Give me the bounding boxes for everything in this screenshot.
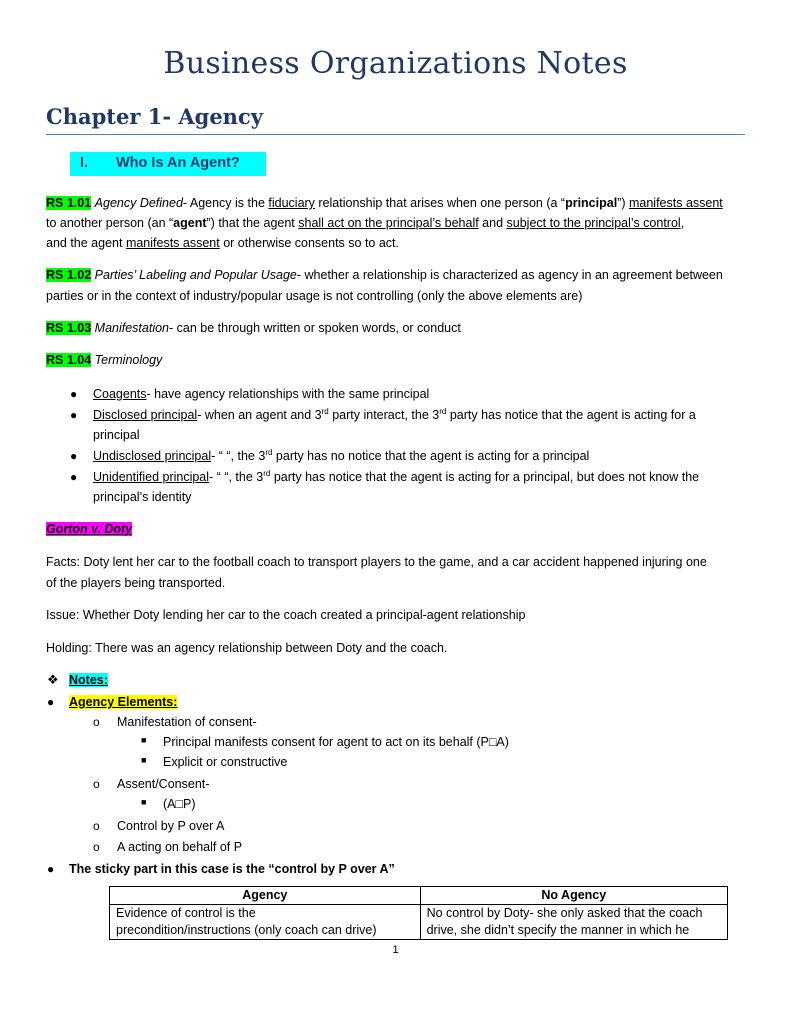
circle-bullet-icon: o bbox=[93, 840, 100, 854]
table-header-agency: Agency bbox=[110, 887, 421, 905]
rs102-tag: RS 1.02 bbox=[46, 268, 92, 282]
bullet-icon: ● bbox=[70, 449, 78, 463]
term-text: party interact, the 3 bbox=[328, 408, 440, 422]
rs101-text: and bbox=[478, 216, 507, 230]
table-cell-line: precondition/instructions (only coach can drive) bbox=[116, 923, 377, 937]
document-title: Business Organizations Notes bbox=[163, 46, 628, 81]
agency-elements-label: Agency Elements: bbox=[69, 695, 178, 709]
rs103-tag: RS 1.03 bbox=[46, 321, 92, 335]
circle-bullet-icon: o bbox=[93, 777, 100, 791]
square-bullet-icon: ■ bbox=[141, 735, 147, 745]
rs102-line2: parties or in the context of industry/popular usage is not controlling (only the above elements are) bbox=[46, 289, 583, 303]
notes-label: Notes: bbox=[69, 673, 108, 687]
term-unidentified bbox=[93, 469, 699, 486]
superscript: rd bbox=[263, 468, 271, 478]
note-assent: Assent/Consent- bbox=[117, 777, 210, 791]
bullet-icon: ● bbox=[70, 408, 78, 422]
diamond-bullet-icon: ❖ bbox=[47, 672, 59, 687]
rs101-tag: RS 1.01 bbox=[46, 196, 92, 210]
rs101-line2 bbox=[46, 215, 684, 232]
rs101-text: - Agency is the bbox=[182, 196, 269, 210]
table-cell-line: Evidence of control is the bbox=[116, 906, 256, 920]
rs102-text: - whether a relationship is characterized as agency in an agreement between bbox=[296, 268, 723, 282]
term-disclosed bbox=[93, 407, 696, 424]
rs102-name: Parties’ Labeling and Popular Usage bbox=[94, 268, 297, 282]
superscript: rd bbox=[321, 406, 329, 416]
rs102-line1 bbox=[46, 267, 723, 284]
rs101-text: , bbox=[680, 216, 685, 230]
rs101-line3 bbox=[46, 235, 399, 252]
rs104-name: Terminology bbox=[94, 353, 163, 367]
term-label: Undisclosed principal bbox=[93, 449, 212, 463]
term-disclosed-line2: principal bbox=[93, 428, 140, 442]
term-text: party has notice that the agent is acting for a bbox=[446, 408, 696, 422]
note-ap: (A□P) bbox=[163, 797, 196, 811]
case-facts-line2: of the players being transported. bbox=[46, 576, 226, 590]
term-coagents bbox=[93, 386, 429, 403]
term-behalf: shall act on the principal’s behalf bbox=[298, 216, 479, 230]
bullet-icon: ● bbox=[47, 695, 55, 709]
table-cell-line: drive, she didn’t specify the manner in which he bbox=[426, 923, 690, 937]
section-heading bbox=[70, 152, 266, 176]
term-text: party has notice that the agent is acting for a principal, but does not know the bbox=[270, 470, 700, 484]
rs104-tag: RS 1.04 bbox=[46, 353, 92, 367]
term-manifests-assent: manifests assent bbox=[628, 196, 723, 210]
rs103-text: - can be through written or spoken words, or conduct bbox=[169, 321, 461, 335]
term-fiduciary: fiduciary bbox=[268, 196, 315, 210]
note-principal-manifests: Principal manifests consent for agent to act on its behalf (P□A) bbox=[163, 735, 509, 749]
table-cell-line: No control by Doty- she only asked that the coach bbox=[426, 906, 703, 920]
section-number: I. bbox=[80, 155, 89, 171]
table-header-row bbox=[110, 887, 728, 905]
rs101-name: Agency Defined bbox=[94, 196, 183, 210]
term-label: Disclosed principal bbox=[93, 408, 198, 422]
rs101-text: or otherwise consents so to act. bbox=[219, 236, 399, 250]
bullet-icon: ● bbox=[47, 862, 55, 876]
superscript: rd bbox=[439, 406, 447, 416]
rs101-line1 bbox=[46, 195, 723, 212]
term-text: - when an agent and 3 bbox=[197, 408, 322, 422]
rs103-line bbox=[46, 320, 461, 337]
bullet-icon: ● bbox=[70, 470, 78, 484]
chapter-heading: Chapter 1- Agency bbox=[46, 104, 263, 129]
table-cell-agency bbox=[110, 905, 421, 940]
case-name-line bbox=[46, 521, 132, 538]
note-manifestation: Manifestation of consent- bbox=[117, 715, 257, 729]
note-control: Control by P over A bbox=[117, 819, 225, 833]
term-manifests-assent: manifests assent bbox=[125, 236, 220, 250]
rs104-line bbox=[46, 352, 162, 369]
rs101-text: relationship that arises when one person (a “ bbox=[314, 196, 566, 210]
term-label: Coagents bbox=[93, 387, 147, 401]
note-sticky: The sticky part in this case is the “control by P over A” bbox=[69, 862, 395, 876]
term-undisclosed bbox=[93, 448, 589, 465]
rs103-name: Manifestation bbox=[94, 321, 170, 335]
case-issue: Issue: Whether Doty lending her car to the coach created a principal-agent relationship bbox=[46, 608, 526, 622]
bullet-icon: ● bbox=[70, 387, 78, 401]
superscript: rd bbox=[265, 447, 273, 457]
notes-label-line bbox=[69, 672, 108, 689]
note-explicit: Explicit or constructive bbox=[163, 755, 288, 769]
term-unidentified-line2: principal’s identity bbox=[93, 490, 192, 504]
case-facts-line1: Facts: Doty lent her car to the football coach to transport players to the game, and a car accident happened injuring one bbox=[46, 555, 707, 569]
note-acting: A acting on behalf of P bbox=[117, 840, 243, 854]
case-holding: Holding: There was an agency relationship between Doty and the coach. bbox=[46, 641, 448, 655]
case-name: Gorton v. Doty bbox=[46, 522, 133, 536]
term-text: party has no notice that the agent is acting for a principal bbox=[272, 449, 590, 463]
term-agent: agent bbox=[173, 216, 207, 230]
circle-bullet-icon: o bbox=[93, 715, 100, 729]
term-text: - have agency relationships with the same principal bbox=[146, 387, 430, 401]
table-row bbox=[110, 905, 728, 940]
section-title: Who Is An Agent? bbox=[116, 155, 240, 171]
page-number: 1 bbox=[392, 944, 399, 956]
term-text: - “ “, the 3 bbox=[211, 449, 266, 463]
table-cell-no-agency bbox=[420, 905, 727, 940]
term-label: Unidentified principal bbox=[93, 470, 210, 484]
table-header-no-agency: No Agency bbox=[420, 887, 727, 905]
term-text: - “ “, the 3 bbox=[209, 470, 264, 484]
rs101-text: to another person (an “ bbox=[46, 216, 174, 230]
agency-comparison-table bbox=[109, 886, 728, 940]
square-bullet-icon: ■ bbox=[141, 797, 147, 807]
circle-bullet-icon: o bbox=[93, 819, 100, 833]
chapter-rule bbox=[46, 134, 745, 135]
term-control: subject to the principal’s control bbox=[506, 216, 681, 230]
square-bullet-icon: ■ bbox=[141, 755, 147, 765]
rs101-text: ”) that the agent bbox=[206, 216, 299, 230]
rs101-text: ”) bbox=[617, 196, 629, 210]
agency-elements-line bbox=[69, 694, 177, 711]
rs101-text: and the agent bbox=[46, 236, 126, 250]
term-principal: principal bbox=[565, 196, 618, 210]
